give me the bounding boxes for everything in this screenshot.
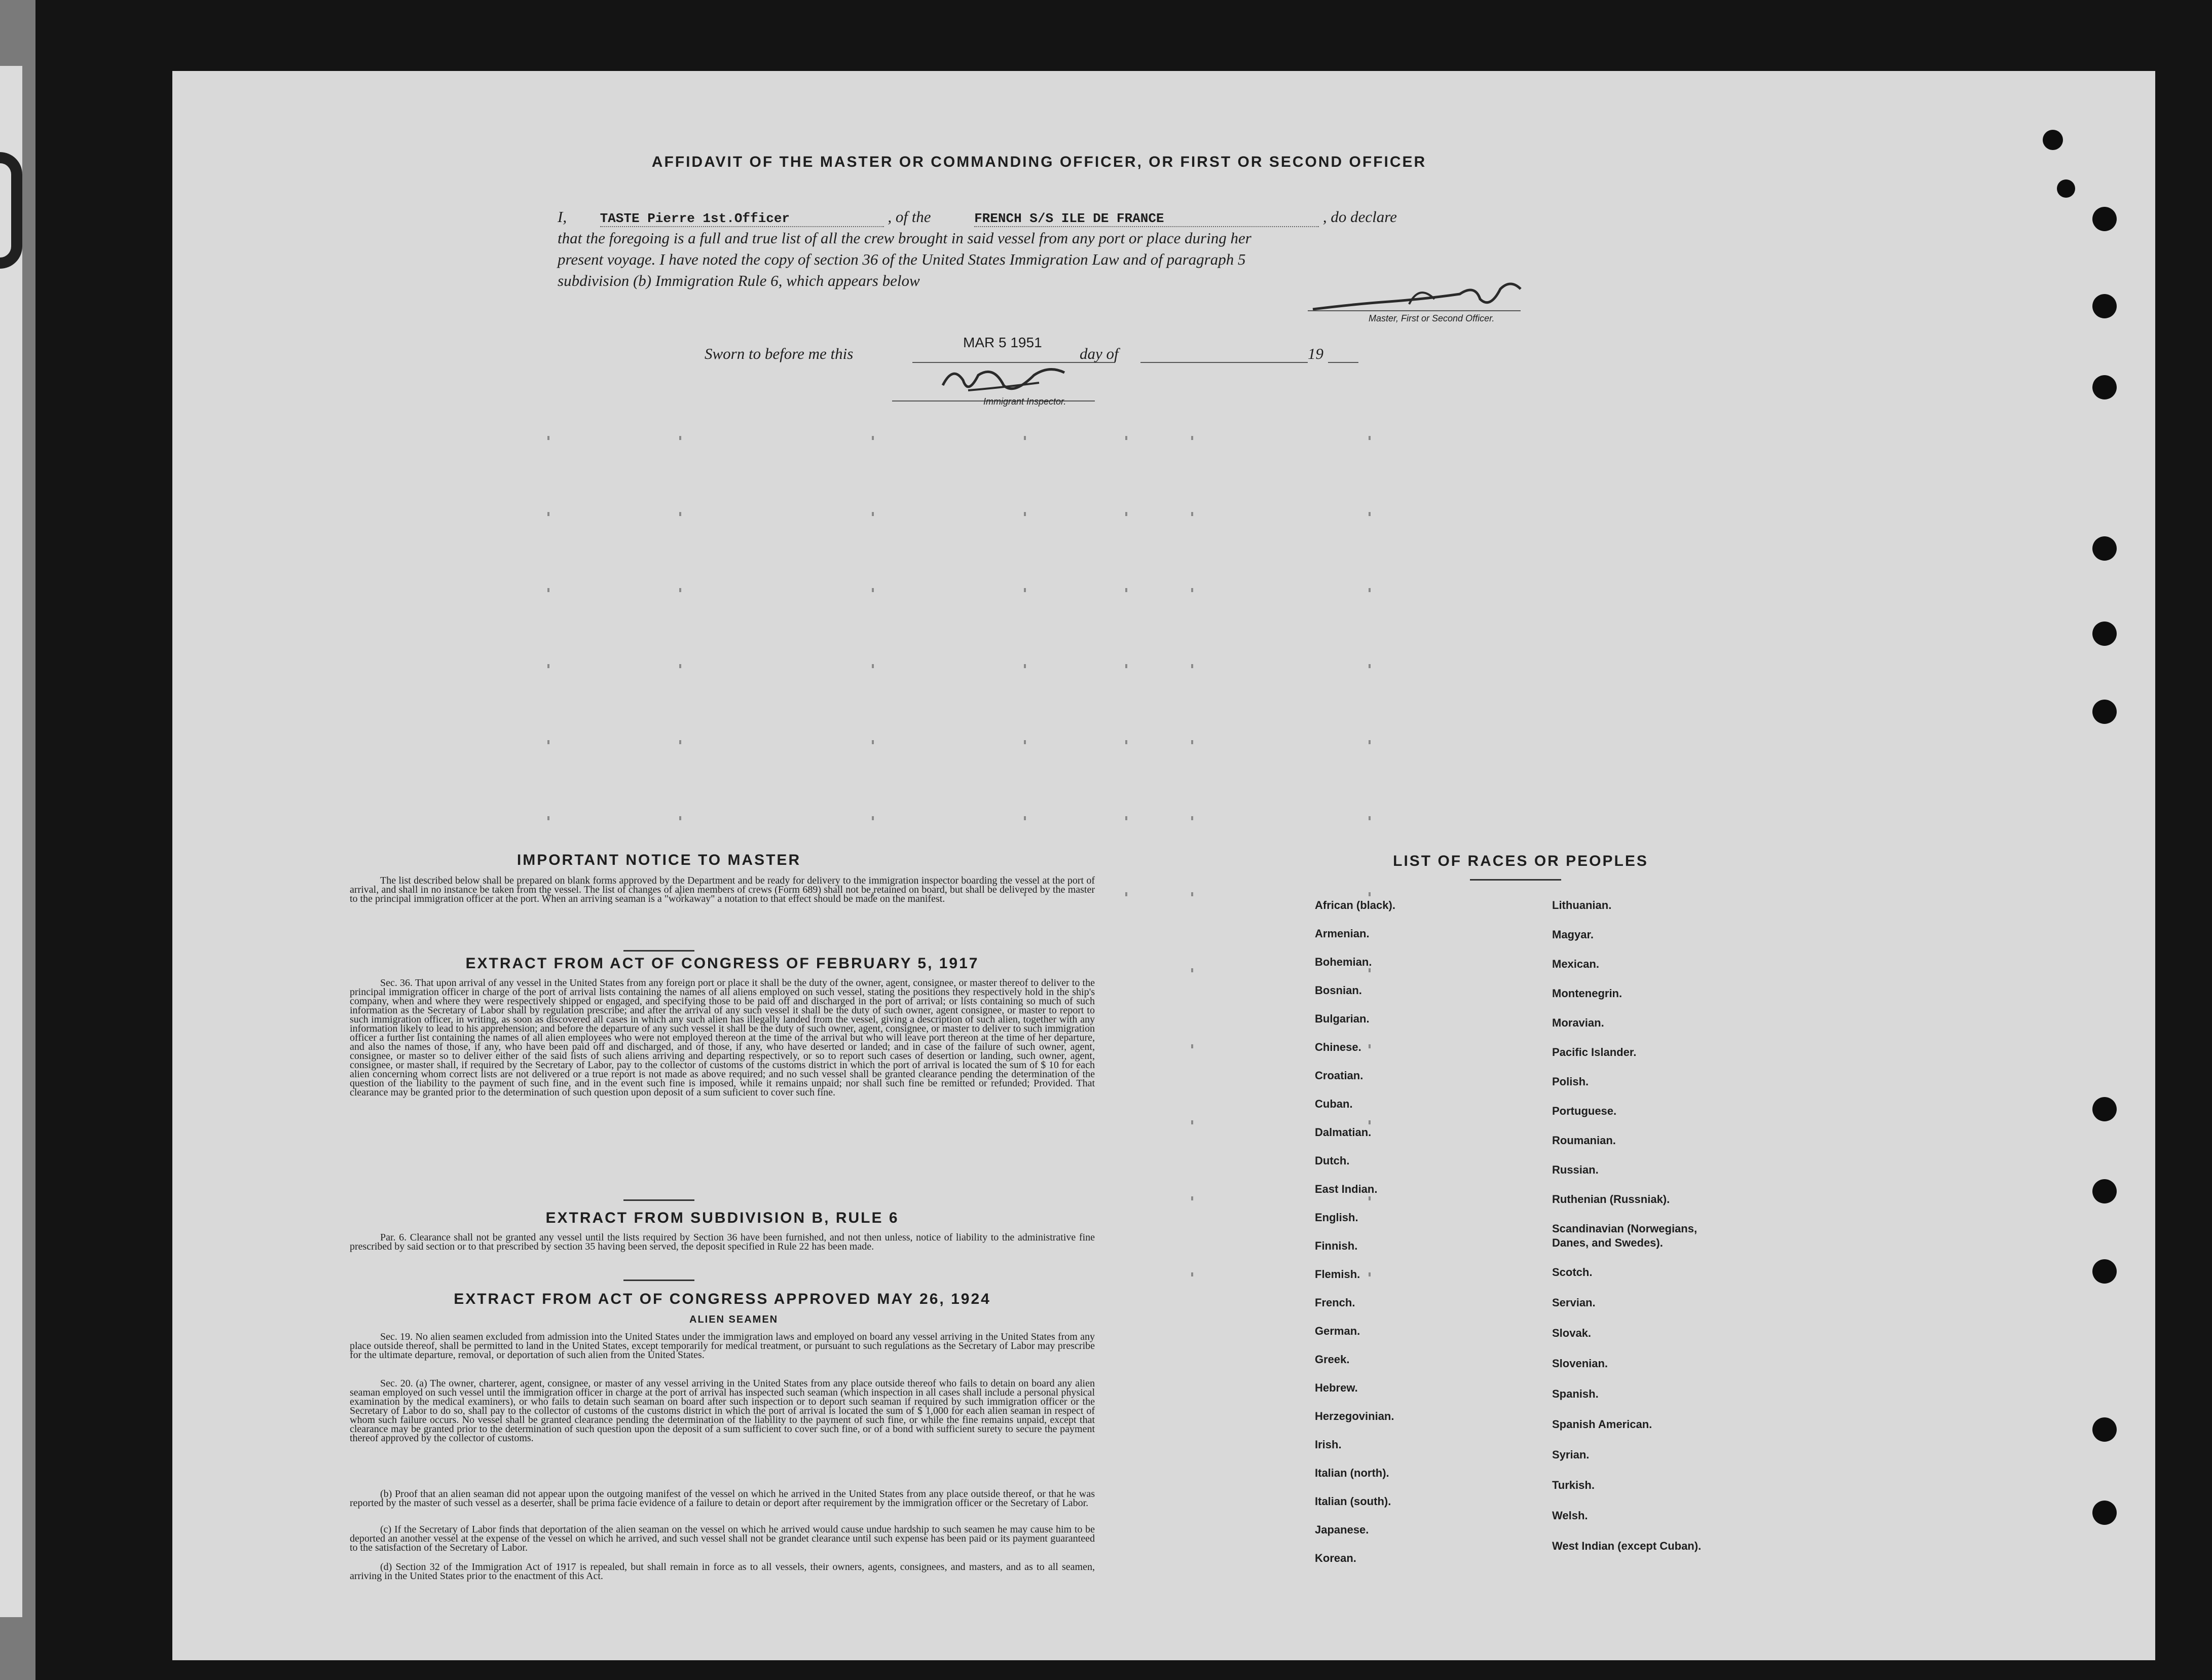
declaration-line-1 xyxy=(558,208,1397,227)
race-item: Cuban. xyxy=(1315,1098,1353,1110)
race-item: Herzegovinian. xyxy=(1315,1410,1394,1422)
adjacent-page-edge xyxy=(0,0,35,1680)
race-item: Italian (south). xyxy=(1315,1495,1391,1508)
notice-rule xyxy=(623,950,694,952)
extract-rule6-text: Par. 6. Clearance shall not be granted any vessel until the lists required by Section 36 have been furnished, and not then unless, notice of liability to the administrative fine prescribed by said section or to that prescribed by section 35 having been served, the deposit specified in Rule 22 has been made. xyxy=(350,1232,1095,1252)
race-item: Chinese. xyxy=(1315,1041,1361,1053)
declaration-line-2: that the foregoing is a full and true list of all the crew brought in said vessel from any port or place during her xyxy=(558,229,1251,247)
extract-1924-sec20b: (b) Proof that an alien seaman did not appear upon the outgoing manifest of the vessel on which he arrived in the United States from any place outside thereof, or that he was reported by the master of such vessel as a deserter, shall be prima facie evidence of a failure to detain or deport after requirement by the immigration officer or the Secretary of Labor. xyxy=(350,1488,1095,1509)
notice-text: The list described below shall be prepared on blank forms approved by the Department and be ready for delivery to the immigration inspector boarding the vessel at the port of arrival, and shall in no instance be taken from the vessel. The list of changes of alien members of crews (Form 689) shall not be retained on board, but shall be delivered by the master to the principal immigration officer at the port. When an arriving seaman is a "workaway" a notation to that effect should be made on the manifest. xyxy=(350,875,1095,904)
affidavit-title: AFFIDAVIT OF THE MASTER OR COMMANDING OFFICER, OR FIRST OR SECOND OFFICER xyxy=(651,154,1427,170)
race-item: Turkish. xyxy=(1552,1479,1595,1491)
race-item: English. xyxy=(1315,1211,1358,1224)
race-item: Bulgarian. xyxy=(1315,1012,1370,1025)
sworn-prefix: Sworn to before me this xyxy=(705,345,854,362)
race-item: Bosnian. xyxy=(1315,984,1362,997)
race-item: Greek. xyxy=(1315,1353,1350,1366)
sworn-year-line xyxy=(1328,362,1358,363)
race-item: Spanish. xyxy=(1552,1387,1599,1400)
adjacent-page-mark xyxy=(0,152,22,269)
punch-hole-icon xyxy=(2057,179,2075,198)
race-item: Dutch. xyxy=(1315,1154,1350,1167)
notice-title: IMPORTANT NOTICE TO MASTER xyxy=(517,852,801,868)
alien-seamen-subtitle: ALIEN SEAMEN xyxy=(689,1314,779,1325)
punch-hole-icon xyxy=(2092,700,2117,724)
race-item: Polish. xyxy=(1552,1075,1589,1088)
race-item: Slovenian. xyxy=(1552,1357,1608,1370)
sworn-month-line xyxy=(1140,362,1308,363)
race-item: German. xyxy=(1315,1325,1360,1337)
extract-rule6-rule xyxy=(623,1280,694,1281)
extract-1924-sec20c: (c) If the Secretary of Labor finds that deportation of the alien seaman on the vessel on which he arrived would cause undue hardship to such seamen he may cause him to be deported an another vessel at the expense of the vessel on which he arrived, and such vessel shall not be grandet clearance until such expense has been paid or its payment guaranteed to the satisfaction of the Secretary of Labor. xyxy=(350,1524,1095,1553)
vessel-name: FRENCH S/S ILE DE FRANCE xyxy=(974,211,1319,227)
race-item: Croatian. xyxy=(1315,1069,1363,1082)
race-item: Armenian. xyxy=(1315,927,1370,940)
race-item: Spanish American. xyxy=(1552,1418,1652,1431)
race-item: Flemish. xyxy=(1315,1268,1360,1281)
race-item: Scotch. xyxy=(1552,1266,1593,1279)
year-prefix: 19 xyxy=(1308,345,1323,362)
race-item: Finnish. xyxy=(1315,1239,1358,1252)
punch-hole-icon xyxy=(2092,1501,2117,1525)
race-item: Ruthenian (Russniak). xyxy=(1552,1193,1670,1206)
race-item: French. xyxy=(1315,1296,1355,1309)
sworn-line xyxy=(705,345,853,363)
race-item: Dalmatian. xyxy=(1315,1126,1372,1139)
races-rule xyxy=(1470,879,1561,881)
race-item: Slovak. xyxy=(1552,1327,1592,1339)
race-item: Servian. xyxy=(1552,1296,1596,1309)
extract-1917-text: Sec. 36. That upon arrival of any vessel in the United States from any foreign port or place it shall be the duty of the owner, agent, consignee, or master thereof to deliver to the principal immigration officer in charge of the port of arrival lists containing the names of all aliens employed on such vessel, stating the positions they respectively hold in the ship's company, when and where they were respectively shipped or engaged, and specifying those to be paid off and discharged in the port of arrival; or lists containing so much of such information as the Secretary of Labor shall by regulation prescribe; and after the arrival of any such vessel it shall be the duty of such owner, agent consignee, or master to report to such immigration officer, in writing, as soon as discovered all cases in which any such alien has illegally landed from the vessel, giving a description of such alien, together with any information likely to lead to his apprehension; and before the departure of any such vessel it shall be the duty of such owner, agent, consignee, or master to deliver to such immigration officer a further list containing the names of all alien employees who were not employed thereon at the time of the arrival but who will leave port thereon at the time of her departure, and also the names of those, if any, who have been paid off and discharged, and of those, if any, who have deserted or landed; and in case of the failure of such owner, agent, consignee, or master so to deliver either of the said lists of such aliens arriving and departing respectively, or so to report such cases of desertion or landing, such owner, agent, consignee, or master shall, if required by the Secretary of Labor, pay to the collector of customs of the customs district in which the port of arrival is located the sum of $ 10 for each alien concerning whom correct lists are not delivered or a true report is not made as above required; and no such vessel shall be granted clearance pending the determination of the question of the liability to the payment of such fine, and in the event such fine is imposed, while it remains unpaid; nor shall such fine be remitted or refunded; Provided. That clearance may be granted prior to the determination of such question upon deposit of a sum suficient to cover such fine. xyxy=(350,977,1095,1098)
officer-signature-line xyxy=(1308,310,1521,311)
punch-hole-icon xyxy=(2092,207,2117,231)
race-item: Russian. xyxy=(1552,1163,1599,1176)
declaration-line-4: subdivision (b) Immigration Rule 6, which appears below xyxy=(558,272,920,289)
punch-hole-icon xyxy=(2092,294,2117,318)
do-declare: , do declare xyxy=(1322,208,1397,226)
punch-hole-icon xyxy=(2092,622,2117,646)
adjacent-page xyxy=(0,66,22,1617)
inspector-caption: Immigrant Inspector. xyxy=(983,396,1066,407)
race-item: West Indian (except Cuban). xyxy=(1552,1540,1702,1552)
punch-hole-icon xyxy=(2092,1097,2117,1121)
extract-rule6-title: EXTRACT FROM SUBDIVISION B, RULE 6 xyxy=(545,1210,899,1226)
race-item: Montenegrin. xyxy=(1552,987,1623,1000)
race-item: Japanese. xyxy=(1315,1523,1369,1536)
extract-1917-title: EXTRACT FROM ACT OF CONGRESS OF FEBRUARY 5, 1917 xyxy=(465,955,979,972)
punch-hole-icon xyxy=(2092,536,2117,561)
race-item: Welsh. xyxy=(1552,1509,1588,1522)
race-item: Magyar. xyxy=(1552,928,1594,941)
extract-1924-sec20a: Sec. 20. (a) The owner, charterer, agent, consignee, or master of any vessel arriving in the United States from any place outside thereof who fails to detain on board any alien seaman employed on such vessel until the immigration officer in charge at the port of arrival has inspected such seaman (which inspection in all cases shall include a personal physical examination by the medical examiners), or who fails to detain such seaman on board after such inspection or to deport such seaman if required by such immigration officer or the Secretary of Labor to do so, shall pay to the collector of customs of the customs district in which the port of arrival is located the sum of $ 1,000 for each alien seaman in respect of whom such failure occurs. No vessel shall be granted clearance pending the determination of the liability to the payment of such fine, or while the fine remains unpaid, except that clearance may be granted prior to the determination of such question upon the deposit of a sum sufficient to cover such fine, or of a bond with sufficient surety to secure the payment thereof approved by the collector of customs. xyxy=(350,1378,1095,1444)
races-title: LIST OF RACES OR PEOPLES xyxy=(1393,853,1648,869)
race-item: African (black). xyxy=(1315,899,1395,911)
extract-1924-sec20d: (d) Section 32 of the Immigration Act of 1917 is repealed, but shall remain in force as to all vessels, their owners, agents, consignees, and masters, and as to all seamen, arriving in the United States prior to the enactment of this Act. xyxy=(350,1561,1095,1582)
declaration-line-3: present voyage. I have noted the copy of section 36 of the United States Immigration Law and of paragraph 5 xyxy=(558,250,1246,268)
race-item: Italian (north). xyxy=(1315,1467,1389,1479)
extract-1924-title: EXTRACT FROM ACT OF CONGRESS APPROVED MAY 26, 1924 xyxy=(454,1291,991,1307)
declaration-i: I, xyxy=(558,208,567,226)
date-stamp: MAR 5 1951 xyxy=(963,335,1042,350)
punch-hole-icon xyxy=(2092,1417,2117,1442)
race-item: Irish. xyxy=(1315,1438,1342,1451)
race-item: Moravian. xyxy=(1552,1016,1604,1029)
race-item: Scandinavian (Norwegians, Danes, and Swedes). xyxy=(1552,1222,1698,1249)
race-item: Hebrew. xyxy=(1315,1381,1358,1394)
officer-name: TASTE Pierre 1st.Officer xyxy=(600,211,884,227)
race-item: Korean. xyxy=(1315,1552,1356,1564)
officer-signature xyxy=(1308,274,1531,319)
race-item: Bohemian. xyxy=(1315,956,1372,968)
day-of: day of xyxy=(1080,345,1119,362)
punch-hole-icon xyxy=(2092,1179,2117,1203)
extract-1924-sec19: Sec. 19. No alien seamen excluded from admission into the United States under the immigration laws and employed on board any vessel arriving in the United States from any place outside thereof, shall be permitted to land in the United States, except temporarily for medical treatment, or pursuant to such regulations as the Secretary of Labor may prescribe for the ultimate departure, removal, or deportation of such alien from the United States. xyxy=(350,1331,1095,1361)
race-item: Roumanian. xyxy=(1552,1134,1616,1147)
punch-hole-icon xyxy=(2092,1259,2117,1284)
race-item: Pacific Islander. xyxy=(1552,1046,1637,1058)
race-item: Syrian. xyxy=(1552,1448,1590,1461)
of-the: , of the xyxy=(888,208,931,226)
race-item: East Indian. xyxy=(1315,1183,1378,1195)
race-item: Mexican. xyxy=(1552,958,1599,970)
extract-1917-rule xyxy=(623,1199,694,1201)
signature-caption: Master, First or Second Officer. xyxy=(1369,313,1495,323)
race-item: Lithuanian. xyxy=(1552,899,1612,911)
punch-hole-icon xyxy=(2092,375,2117,399)
race-item: Portuguese. xyxy=(1552,1105,1617,1117)
punch-hole-icon xyxy=(2043,130,2063,150)
